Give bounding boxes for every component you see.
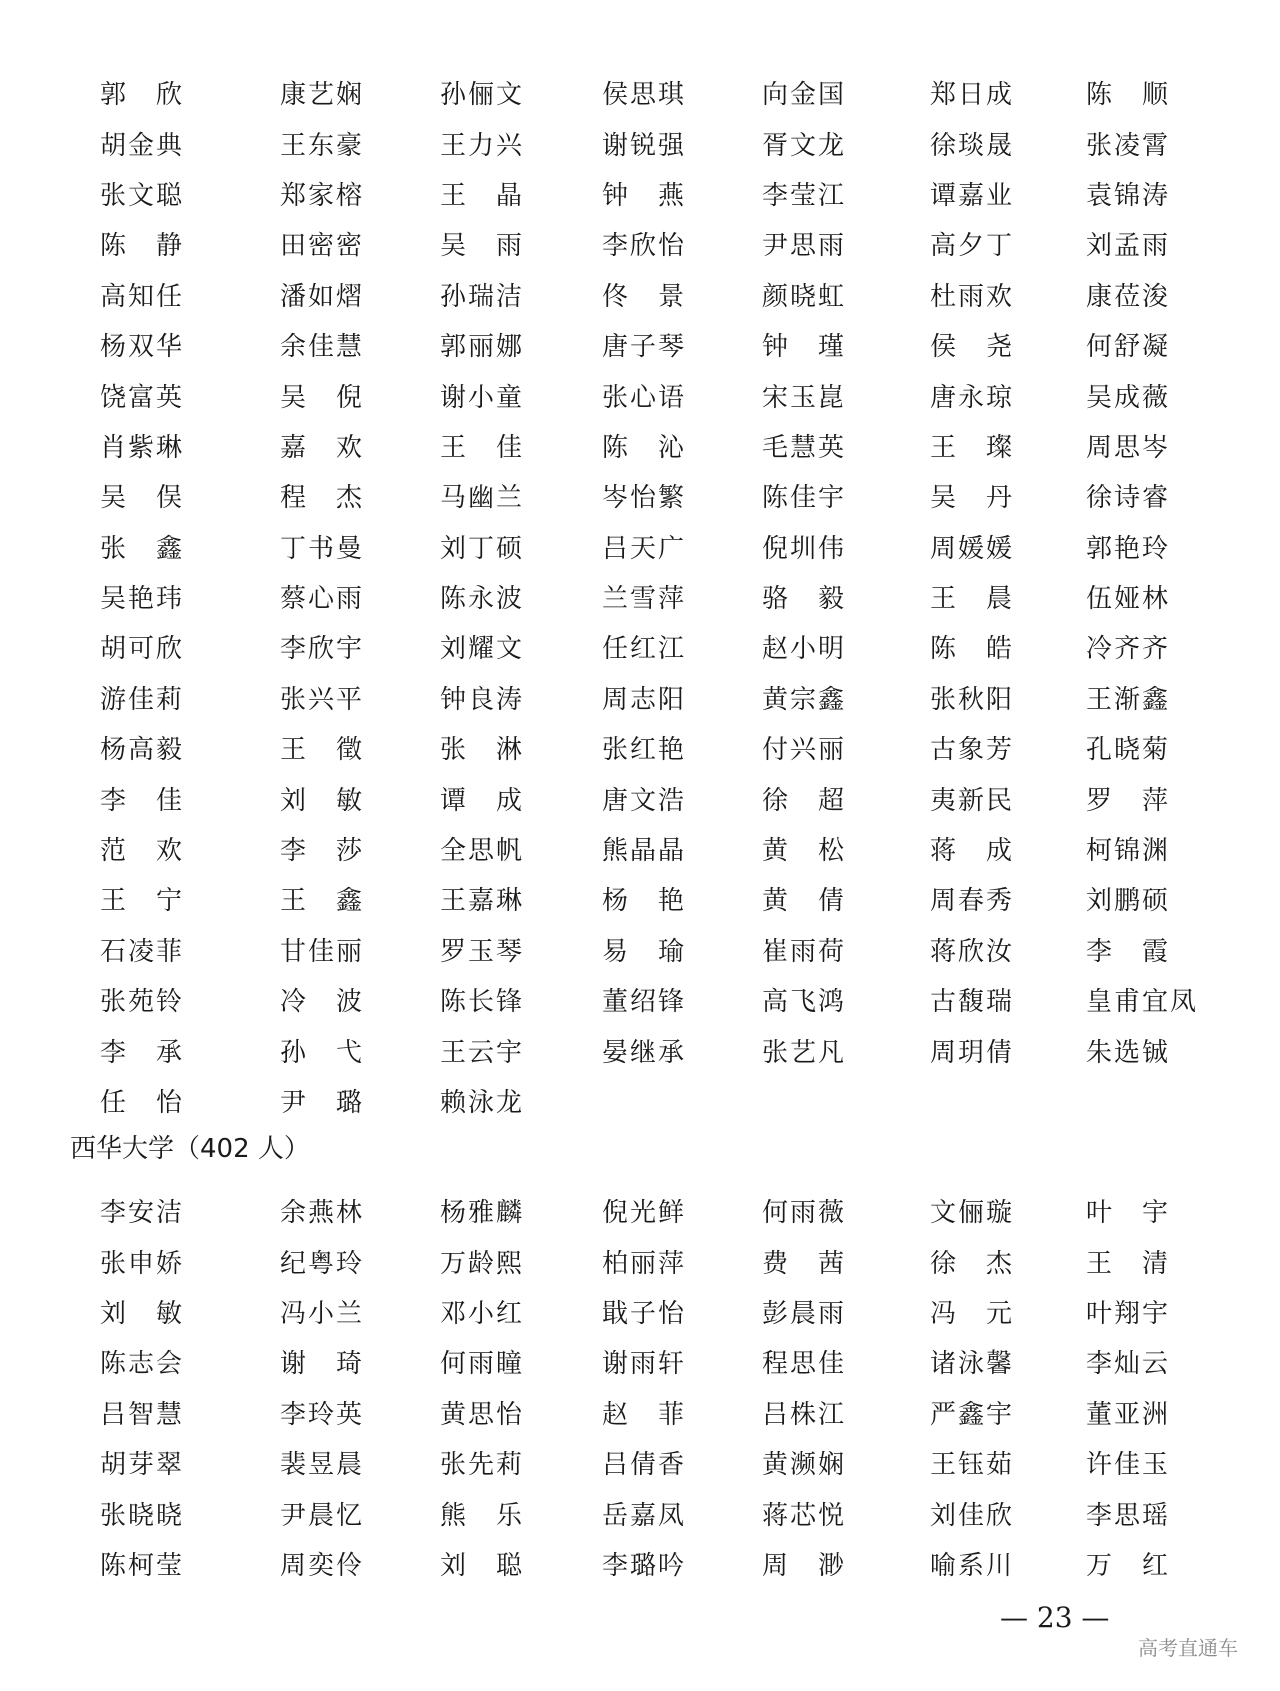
name-entry: 赖泳龙 [440, 1088, 525, 1118]
name-entry: 黄 松 [762, 836, 847, 867]
name-entry: 高飞鸿 [762, 987, 847, 1018]
name-entry: 康莅浚 [1086, 281, 1171, 312]
name-entry: 张红艳 [602, 735, 687, 766]
name-entry: 蔡心雨 [280, 584, 365, 615]
name-entry: 全思帆 [440, 836, 525, 867]
name-entry: 周玥倩 [930, 1037, 1015, 1068]
name-entry: 张凌霄 [1086, 130, 1171, 161]
name-entry: 王 晶 [440, 180, 525, 211]
name-entry: 邓小红 [440, 1298, 525, 1329]
name-entry: 尹晨忆 [280, 1500, 365, 1531]
name-entry: 郭艳玲 [1086, 533, 1171, 564]
name-entry: 吴 丹 [930, 483, 1015, 514]
name-entry: 蒋 成 [930, 836, 1015, 867]
name-entry: 郑家榕 [280, 180, 365, 211]
name-entry: 王 清 [1086, 1248, 1171, 1279]
name-entry: 刘 聪 [440, 1550, 525, 1581]
name-list-section-2 [0, 1188, 1280, 1591]
name-entry: 周志阳 [602, 684, 687, 715]
name-list-section-1 [0, 70, 1280, 1128]
name-entry: 孙俪文 [440, 80, 525, 111]
name-entry: 吴 雨 [440, 231, 525, 262]
name-entry: 嘉 欢 [280, 432, 365, 463]
name-entry: 周思岑 [1086, 432, 1171, 463]
name-entry: 冯 元 [930, 1298, 1015, 1329]
name-entry: 刘耀文 [440, 634, 525, 665]
name-entry: 周奕伶 [280, 1550, 365, 1581]
name-entry: 诸泳馨 [930, 1349, 1015, 1380]
name-entry: 任红江 [602, 634, 687, 665]
name-entry: 黄思怡 [440, 1399, 525, 1430]
name-entry: 郭 欣 [100, 80, 185, 111]
name-entry: 夷新民 [930, 785, 1015, 816]
name-entry: 胡芽翠 [100, 1450, 185, 1481]
name-entry: 宋玉崑 [762, 382, 847, 413]
name-entry: 李玲英 [280, 1399, 365, 1430]
name-entry: 张兴平 [280, 684, 365, 715]
name-entry: 杜雨欢 [930, 281, 1015, 312]
name-entry: 李璐吟 [602, 1550, 687, 1581]
section-heading-xihua-university: 西华大学（402 人） [70, 1134, 310, 1164]
name-entry: 毛慧英 [762, 432, 847, 463]
name-entry: 田密密 [280, 231, 365, 262]
name-entry: 付兴丽 [762, 735, 847, 766]
name-entry: 张苑铃 [100, 987, 185, 1018]
name-entry: 周 渺 [762, 1550, 847, 1581]
name-entry: 王 晨 [930, 584, 1015, 615]
name-entry: 陈长锋 [440, 987, 525, 1018]
name-entry: 李 佳 [100, 785, 185, 816]
name-entry: 甘佳丽 [280, 936, 365, 967]
name-entry: 谢雨轩 [602, 1349, 687, 1380]
name-entry: 郑日成 [930, 80, 1015, 111]
name-entry: 喻系川 [930, 1550, 1015, 1581]
name-entry: 王嘉琳 [440, 886, 525, 917]
name-entry: 岳嘉凤 [602, 1500, 687, 1531]
name-entry: 张 鑫 [100, 533, 185, 564]
name-entry: 王 鑫 [280, 886, 365, 917]
name-entry: 蒋芯悦 [762, 1500, 847, 1531]
name-entry: 胡金典 [100, 130, 185, 161]
name-entry: 张申娇 [100, 1248, 185, 1279]
name-entry: 吕天广 [602, 533, 687, 564]
name-entry: 董亚洲 [1086, 1399, 1171, 1430]
name-entry: 伍娅林 [1086, 584, 1171, 615]
name-entry: 陈 皓 [930, 634, 1015, 665]
name-entry: 刘 敏 [280, 785, 365, 816]
name-entry: 钟 瑾 [762, 332, 847, 363]
name-entry: 文俪璇 [930, 1198, 1015, 1229]
name-entry: 高知任 [100, 281, 185, 312]
name-entry: 任 怡 [100, 1088, 185, 1118]
name-entry: 李 承 [100, 1037, 185, 1068]
name-entry: 郭丽娜 [440, 332, 525, 363]
name-entry: 冯小兰 [280, 1298, 365, 1329]
name-entry: 王力兴 [440, 130, 525, 161]
name-entry: 费 茜 [762, 1248, 847, 1279]
name-entry: 高夕丁 [930, 231, 1015, 262]
page-number: — 23 — [1000, 1601, 1110, 1634]
name-entry: 钟 燕 [602, 180, 687, 211]
name-entry: 吴艳玮 [100, 584, 185, 615]
name-entry: 肖紫琳 [100, 432, 185, 463]
name-entry: 胡可欣 [100, 634, 185, 665]
name-entry: 孔晓菊 [1086, 735, 1171, 766]
name-entry: 余燕林 [280, 1198, 365, 1229]
name-entry: 刘丁硕 [440, 533, 525, 564]
name-entry: 严鑫宇 [930, 1399, 1015, 1430]
name-entry: 崔雨荷 [762, 936, 847, 967]
name-entry: 颜晓虹 [762, 281, 847, 312]
name-entry: 张先莉 [440, 1450, 525, 1481]
name-entry: 许佳玉 [1086, 1450, 1171, 1481]
name-entry: 罗玉琴 [440, 936, 525, 967]
name-entry: 古象芳 [930, 735, 1015, 766]
name-entry: 游佳莉 [100, 684, 185, 715]
name-entry: 黄濒娴 [762, 1450, 847, 1481]
name-entry: 谭 成 [440, 785, 525, 816]
name-entry: 范 欢 [100, 836, 185, 867]
name-entry: 冷 波 [280, 987, 365, 1018]
name-entry: 唐子琴 [602, 332, 687, 363]
name-entry: 张秋阳 [930, 684, 1015, 715]
name-entry: 李灿云 [1086, 1349, 1171, 1380]
name-entry: 徐诗睿 [1086, 483, 1171, 514]
name-entry: 彭晨雨 [762, 1298, 847, 1329]
name-entry: 何雨瞳 [440, 1349, 525, 1380]
name-entry: 柏丽萍 [602, 1248, 687, 1279]
name-entry: 刘佳欣 [930, 1500, 1015, 1531]
name-entry: 骆 毅 [762, 584, 847, 615]
name-entry: 陈 顺 [1086, 80, 1171, 111]
name-entry: 唐文浩 [602, 785, 687, 816]
name-entry: 冷齐齐 [1086, 634, 1171, 665]
name-entry: 吕倩香 [602, 1450, 687, 1481]
name-entry: 向金国 [762, 80, 847, 111]
name-entry: 吴 俣 [100, 483, 185, 514]
name-entry: 柯锦渊 [1086, 836, 1171, 867]
name-entry: 张心语 [602, 382, 687, 413]
name-entry: 余佳慧 [280, 332, 365, 363]
name-entry: 晏继承 [602, 1037, 687, 1068]
name-entry: 杨双华 [100, 332, 185, 363]
name-entry: 潘如熠 [280, 281, 365, 312]
name-entry: 李 霞 [1086, 936, 1171, 967]
name-entry: 王云宇 [440, 1037, 525, 1068]
name-entry: 熊 乐 [440, 1500, 525, 1531]
name-entry: 万 红 [1086, 1550, 1171, 1581]
name-entry: 孙 弋 [280, 1037, 365, 1068]
name-entry: 程思佳 [762, 1349, 847, 1380]
name-entry: 叶 宇 [1086, 1198, 1171, 1229]
name-entry: 袁锦涛 [1086, 180, 1171, 211]
name-entry: 张 淋 [440, 735, 525, 766]
name-entry: 裴昱晨 [280, 1450, 365, 1481]
name-entry: 胥文龙 [762, 130, 847, 161]
name-entry: 何舒凝 [1086, 332, 1171, 363]
name-entry: 钟良涛 [440, 684, 525, 715]
name-entry: 王东豪 [280, 130, 365, 161]
name-entry: 陈 静 [100, 231, 185, 262]
name-entry: 侯思琪 [602, 80, 687, 111]
name-entry: 陈永波 [440, 584, 525, 615]
name-entry: 周媛媛 [930, 533, 1015, 564]
name-entry: 尹思雨 [762, 231, 847, 262]
name-entry: 王 宁 [100, 886, 185, 917]
name-entry: 王 徵 [280, 735, 365, 766]
name-entry: 程 杰 [280, 483, 365, 514]
name-entry: 李 莎 [280, 836, 365, 867]
name-entry: 李欣怡 [602, 231, 687, 262]
name-entry: 吕株江 [762, 1399, 847, 1430]
name-entry: 杨雅麟 [440, 1198, 525, 1229]
name-entry: 朱选铖 [1086, 1037, 1171, 1068]
name-entry: 罗 萍 [1086, 785, 1171, 816]
name-entry: 皇甫宜凤 [1086, 987, 1199, 1018]
name-entry: 王渐鑫 [1086, 684, 1171, 715]
name-entry: 饶富英 [100, 382, 185, 413]
name-entry: 李思瑶 [1086, 1500, 1171, 1531]
name-entry: 王 璨 [930, 432, 1015, 463]
name-entry: 李莹江 [762, 180, 847, 211]
name-entry: 徐 杰 [930, 1248, 1015, 1279]
name-entry: 孙瑞洁 [440, 281, 525, 312]
name-entry: 黄宗鑫 [762, 684, 847, 715]
name-entry: 戢子怡 [602, 1298, 687, 1329]
name-entry: 侯 尧 [930, 332, 1015, 363]
name-entry: 刘鹏硕 [1086, 886, 1171, 917]
name-entry: 陈佳宇 [762, 483, 847, 514]
name-entry: 倪圳伟 [762, 533, 847, 564]
name-entry: 徐琰晟 [930, 130, 1015, 161]
name-entry: 张晓晓 [100, 1500, 185, 1531]
name-entry: 赵小明 [762, 634, 847, 665]
name-entry: 唐永琼 [930, 382, 1015, 413]
name-entry: 丁书曼 [280, 533, 365, 564]
name-entry: 谭嘉业 [930, 180, 1015, 211]
name-entry: 刘孟雨 [1086, 231, 1171, 262]
name-entry: 吴成薇 [1086, 382, 1171, 413]
name-entry: 何雨薇 [762, 1198, 847, 1229]
name-entry: 马幽兰 [440, 483, 525, 514]
name-entry: 张文聪 [100, 180, 185, 211]
name-entry: 兰雪萍 [602, 584, 687, 615]
name-entry: 吕智慧 [100, 1399, 185, 1430]
name-entry: 李欣宇 [280, 634, 365, 665]
name-entry: 王 佳 [440, 432, 525, 463]
name-entry: 赵 菲 [602, 1399, 687, 1430]
name-entry: 易 瑜 [602, 936, 687, 967]
name-entry: 周春秀 [930, 886, 1015, 917]
name-entry: 石凌菲 [100, 936, 185, 967]
name-entry: 陈志会 [100, 1349, 185, 1380]
name-entry: 张艺凡 [762, 1037, 847, 1068]
name-entry: 岑怡繁 [602, 483, 687, 514]
name-entry: 陈 沁 [602, 432, 687, 463]
name-entry: 刘 敏 [100, 1298, 185, 1329]
name-entry: 蒋欣汝 [930, 936, 1015, 967]
name-entry: 徐 超 [762, 785, 847, 816]
name-entry: 谢 琦 [280, 1349, 365, 1380]
name-entry: 康艺娴 [280, 80, 365, 111]
name-entry: 谢锐强 [602, 130, 687, 161]
name-entry: 古馥瑞 [930, 987, 1015, 1018]
watermark-text: 高考直通车 [1138, 1636, 1238, 1660]
name-entry: 谢小童 [440, 382, 525, 413]
name-entry: 杨高毅 [100, 735, 185, 766]
name-entry: 杨 艳 [602, 886, 687, 917]
name-entry: 佟 景 [602, 281, 687, 312]
name-entry: 纪粤玲 [280, 1248, 365, 1279]
name-entry: 叶翔宇 [1086, 1298, 1171, 1329]
name-entry: 陈柯莹 [100, 1550, 185, 1581]
name-entry: 王钰茹 [930, 1450, 1015, 1481]
name-entry: 董绍锋 [602, 987, 687, 1018]
name-entry: 李安洁 [100, 1198, 185, 1229]
name-entry: 吴 倪 [280, 382, 365, 413]
name-entry: 熊晶晶 [602, 836, 687, 867]
name-entry: 尹 璐 [280, 1088, 365, 1118]
name-entry: 黄 倩 [762, 886, 847, 917]
name-entry: 万龄熙 [440, 1248, 525, 1279]
name-entry: 倪光鲜 [602, 1198, 687, 1229]
